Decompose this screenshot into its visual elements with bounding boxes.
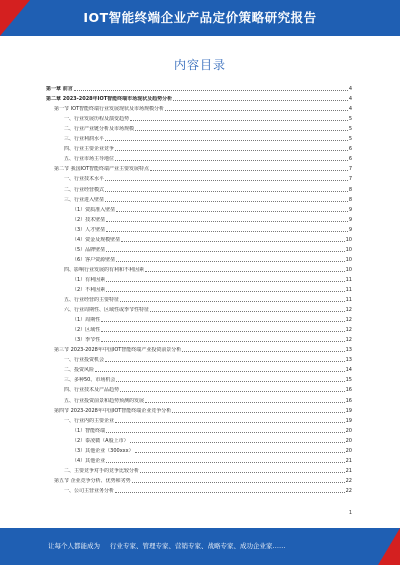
- toc-entry[interactable]: [46, 424, 352, 434]
- toc-leader-dots: [150, 170, 348, 171]
- toc-entry[interactable]: [46, 102, 352, 112]
- toc-leader-dots: [172, 412, 344, 413]
- toc-entry-text: （2）不利因素: [72, 286, 106, 293]
- toc-entry-text: 四、影响行业发展的有利和不利因素: [64, 266, 145, 273]
- page-footer: [0, 528, 400, 565]
- toc-leader-dots: [173, 100, 348, 101]
- toc-entry[interactable]: [46, 484, 352, 494]
- toc-leader-dots: [135, 130, 348, 131]
- toc-entry-text: 二、行业经营模式: [64, 186, 105, 193]
- toc-entry[interactable]: [46, 92, 352, 102]
- toc-entry-page: 19: [345, 417, 352, 424]
- toc-entry-text: （1）资质准入壁垒: [72, 206, 116, 213]
- toc-leader-dots: [105, 140, 348, 141]
- toc-entry-text: 第一章 前言: [46, 86, 73, 93]
- toc-entry[interactable]: [46, 414, 352, 424]
- toc-leader-dots: [105, 361, 345, 362]
- toc-leader-dots: [116, 261, 344, 262]
- toc-heading: 内容目录: [173, 58, 226, 72]
- toc-leader-dots: [150, 311, 345, 312]
- toc-entry-page: 11: [345, 297, 352, 304]
- toc-entry[interactable]: [46, 263, 352, 273]
- toc-leader-dots: [106, 432, 344, 433]
- toc-entry-page: 12: [345, 317, 352, 324]
- toc-entry-page: 4: [348, 106, 352, 113]
- footer-slogan-roles: 行业专家、管理专家、营销专家、战略专家、成功企业家……: [110, 542, 286, 550]
- toc-entry-page: 16: [345, 387, 352, 394]
- toc-entry-text: （2）技术壁垒: [72, 216, 106, 223]
- toc-entry-text: （6）客户资源壁垒: [72, 256, 116, 263]
- toc-entry-text: 四、行业主要企业竞争: [64, 146, 115, 153]
- toc-entry-text: （5）品牌壁垒: [72, 246, 106, 253]
- toc-entry[interactable]: [46, 474, 352, 484]
- toc-entry-page: 6: [348, 156, 352, 163]
- toc-leader-dots: [182, 351, 344, 352]
- toc-entry-page: 4: [348, 96, 352, 103]
- toc-entry-page: 10: [345, 236, 352, 243]
- toc-entry-page: 16: [345, 397, 352, 404]
- toc-entry-text: 三、多种50、市场机会: [64, 377, 116, 384]
- toc-entry-page: 15: [345, 377, 352, 384]
- toc-leader-dots: [105, 180, 348, 181]
- toc-leader-dots: [130, 120, 348, 121]
- toc-entry-text: 五、行业经营的主要特征: [64, 297, 120, 304]
- toc-entry-text: 三、行业进入壁垒: [64, 196, 105, 203]
- toc-entry-page: 20: [345, 437, 352, 444]
- toc-entry-text: （3）其他企业（300xxx）: [72, 447, 134, 454]
- toc-entry-text: 二、投资风险: [64, 367, 95, 374]
- toc-entry-page: 22: [345, 487, 352, 494]
- toc-entry[interactable]: [46, 323, 352, 333]
- toc-leader-dots: [145, 271, 345, 272]
- toc-entry-page: 9: [348, 216, 352, 223]
- toc-leader-dots: [106, 281, 344, 282]
- toc-leader-dots: [140, 472, 345, 473]
- toc-leader-dots: [106, 462, 344, 463]
- toc-entry-page: 13: [345, 357, 352, 364]
- toc-entry[interactable]: [46, 283, 352, 293]
- toc-entry-page: 22: [345, 477, 352, 484]
- toc-leader-dots: [120, 301, 345, 302]
- toc-leader-dots: [115, 492, 345, 493]
- toc-entry[interactable]: [46, 243, 352, 253]
- toc-entry-page: 10: [345, 266, 352, 273]
- toc-entry-page: 6: [348, 146, 352, 153]
- toc-leader-dots: [116, 211, 348, 212]
- toc-entry-page: 20: [345, 427, 352, 434]
- toc-entry[interactable]: [46, 142, 352, 152]
- toc-entry-page: 9: [348, 206, 352, 213]
- toc-entry[interactable]: [46, 454, 352, 464]
- toc-entry-text: （4）资金及规模壁垒: [72, 236, 121, 243]
- toc-entry[interactable]: [46, 464, 352, 474]
- footer-slogan-lead: 让每个人都能成为: [48, 542, 100, 550]
- toc-entry-page: 20: [345, 447, 352, 454]
- toc-entry-text: 四、行业技术及产品趋势: [64, 387, 120, 394]
- toc-leader-dots: [135, 452, 345, 453]
- table-of-contents: [46, 82, 352, 512]
- toc-entry-page: 4: [348, 86, 352, 93]
- toc-entry-text: （3）季节性: [72, 337, 101, 344]
- page-number: 1: [348, 510, 352, 516]
- toc-entry[interactable]: [46, 182, 352, 192]
- toc-entry[interactable]: [46, 353, 352, 363]
- toc-entry-page: 7: [348, 166, 352, 173]
- toc-entry[interactable]: [46, 293, 352, 303]
- toc-entry-text: （4）其他企业: [72, 457, 106, 464]
- toc-entry[interactable]: [46, 233, 352, 243]
- toc-entry[interactable]: [46, 404, 352, 414]
- toc-entry-text: 三、行业利润水平: [64, 136, 105, 143]
- toc-leader-dots: [101, 321, 344, 322]
- toc-entry-text: 一、行业发展历程及演变趋势: [64, 116, 130, 123]
- toc-entry-page: 12: [345, 307, 352, 314]
- toc-entry-page: 7: [348, 176, 352, 183]
- page-header: [0, 0, 400, 36]
- toc-entry-text: 第四节 2023-2028年中国IOT智能终端企业竞争分析: [54, 407, 172, 414]
- toc-entry[interactable]: [46, 112, 352, 122]
- toc-entry[interactable]: [46, 162, 352, 172]
- toc-entry-text: 第三节 2023-2028年中国IOT智能终端产业投资前景分析: [54, 347, 182, 354]
- toc-entry-page: 21: [345, 457, 352, 464]
- toc-entry-page: 8: [348, 186, 352, 193]
- toc-entry-page: 9: [348, 226, 352, 233]
- toc-entry-page: 12: [345, 327, 352, 334]
- toc-entry-text: 六、行业周期性、区域性或季节性特征: [64, 307, 150, 314]
- toc-entry[interactable]: [46, 213, 352, 223]
- toc-leader-dots: [132, 482, 345, 483]
- toc-entry-text: （1）有利因素: [72, 276, 106, 283]
- toc-leader-dots: [115, 160, 348, 161]
- toc-entry-text: 一、公司主营业务分析: [64, 487, 115, 494]
- toc-entry-page: 5: [348, 136, 352, 143]
- toc-leader-dots: [115, 422, 345, 423]
- toc-entry-page: 11: [345, 286, 352, 293]
- toc-entry-text: （2）区域性: [72, 327, 101, 334]
- toc-entry-text: 五、行业市场主导地位: [64, 156, 115, 163]
- toc-leader-dots: [115, 150, 348, 151]
- toc-leader-dots: [106, 221, 348, 222]
- toc-entry-page: 19: [345, 407, 352, 414]
- toc-leader-dots: [120, 391, 345, 392]
- toc-entry-text: 一、行业技术水平: [64, 176, 105, 183]
- toc-entry[interactable]: [46, 253, 352, 263]
- toc-entry-text: 第二节 我国IOT智能终端产业主要发展特点: [54, 166, 150, 173]
- toc-entry[interactable]: [46, 343, 352, 353]
- toc-leader-dots: [105, 201, 348, 202]
- toc-leader-dots: [121, 241, 344, 242]
- toc-leader-dots: [106, 231, 348, 232]
- toc-leader-dots: [130, 442, 345, 443]
- toc-leader-dots: [74, 90, 348, 91]
- toc-entry[interactable]: [46, 132, 352, 142]
- toc-entry-text: （2）泰凌微（A股上市）: [72, 437, 129, 444]
- toc-leader-dots: [106, 291, 344, 292]
- toc-entry-page: 10: [345, 256, 352, 263]
- toc-entry-text: 一、行业内的主要企业: [64, 417, 115, 424]
- toc-leader-dots: [106, 251, 344, 252]
- toc-entry-page: 21: [345, 467, 352, 474]
- report-title: IOT智能终端企业产品定价策略研究报告: [83, 10, 317, 25]
- toc-entry-page: 14: [345, 367, 352, 374]
- toc-entry[interactable]: [46, 122, 352, 132]
- toc-entry-page: 5: [348, 126, 352, 133]
- toc-entry-page: 10: [345, 246, 352, 253]
- toc-entry-page: 12: [345, 337, 352, 344]
- toc-entry-page: 13: [345, 347, 352, 354]
- toc-leader-dots: [101, 331, 344, 332]
- toc-entry-text: 第五节 企业竞争分析、优势和劣势: [54, 477, 131, 484]
- toc-entry[interactable]: [46, 273, 352, 283]
- toc-entry[interactable]: [46, 383, 352, 393]
- toc-entry[interactable]: [46, 373, 352, 383]
- toc-entry-text: 第二章 2023-2028年IOT智能终端市场现状及趋势分析: [46, 96, 173, 103]
- toc-entry[interactable]: [46, 363, 352, 373]
- toc-entry-text: （1）周期性: [72, 317, 101, 324]
- toc-entry[interactable]: [46, 303, 352, 313]
- toc-leader-dots: [105, 191, 348, 192]
- toc-entry[interactable]: [46, 172, 352, 182]
- toc-entry-page: 8: [348, 196, 352, 203]
- toc-entry[interactable]: [46, 393, 352, 403]
- toc-leader-dots: [95, 371, 345, 372]
- toc-entry[interactable]: [46, 333, 352, 343]
- toc-entry[interactable]: [46, 444, 352, 454]
- toc-leader-dots: [165, 110, 348, 111]
- toc-entry[interactable]: [46, 434, 352, 444]
- footer-slogan: [0, 528, 400, 565]
- toc-leader-dots: [145, 402, 345, 403]
- toc-entry[interactable]: [46, 82, 352, 92]
- toc-entry-text: 二、主要竞争对手的竞争比较分析: [64, 467, 140, 474]
- toc-entry-text: 二、行业产业链分析及市场规模: [64, 126, 135, 133]
- toc-entry[interactable]: [46, 193, 352, 203]
- toc-entry[interactable]: [46, 223, 352, 233]
- toc-entry-text: （1）智能终端: [72, 427, 106, 434]
- toc-entry[interactable]: [46, 313, 352, 323]
- toc-leader-dots: [116, 381, 344, 382]
- toc-entry-text: 一、行业投资机会: [64, 357, 105, 364]
- toc-leader-dots: [101, 341, 344, 342]
- toc-entry-page: 5: [348, 116, 352, 123]
- toc-entry-text: 五、行业投资前景和趋势预测的发展: [64, 397, 145, 404]
- toc-entry[interactable]: [46, 152, 352, 162]
- toc-entry[interactable]: [46, 203, 352, 213]
- toc-entry-page: 11: [345, 276, 352, 283]
- toc-entry-text: （3）人才壁垒: [72, 226, 106, 233]
- toc-entry-text: 第一节 IOT智能终端行业发展现状及市场规模分析: [54, 106, 165, 113]
